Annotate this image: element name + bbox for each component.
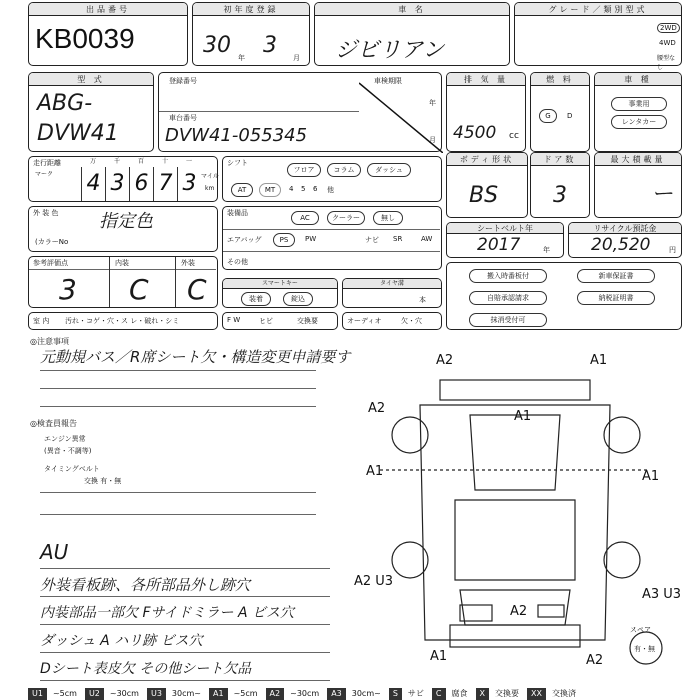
- capacity-box: [594, 152, 682, 218]
- legend-desc: サビ: [407, 689, 424, 698]
- reg-no-label: 登録番号: [169, 77, 197, 85]
- spare-value: 有・無: [634, 645, 655, 653]
- notes-line1: 元動規バス／R席シート欠・構造変更申請要す: [40, 348, 351, 366]
- mark-a2-top: A2: [436, 353, 454, 368]
- int-label: 内装: [115, 259, 129, 267]
- shift-label: シフト: [227, 159, 248, 167]
- grade-score: 3: [59, 273, 77, 306]
- doc-tax: 納税証明書: [577, 291, 655, 305]
- shift-dash: ダッシュ: [367, 163, 411, 177]
- remark-1: AU: [40, 540, 69, 564]
- mark-a1-left: A1: [366, 464, 384, 479]
- equip-ps: PS: [273, 233, 295, 247]
- engine-sub: (異音・不調等): [44, 447, 92, 455]
- legend-code: A3: [327, 688, 346, 700]
- mark-a2u3-left: A2 U3: [354, 574, 394, 589]
- year-unit: 年: [238, 54, 245, 62]
- color-no: (カラーNo: [35, 238, 69, 246]
- legend-desc: ~5cm: [52, 689, 77, 698]
- legend-desc: 30cm~: [351, 689, 381, 698]
- mileage-col-label: 一: [186, 158, 193, 165]
- lot-number: KB0039: [35, 23, 135, 54]
- fuel-g: G: [539, 109, 557, 123]
- mileage-digit-value: 7: [158, 171, 173, 196]
- displacement-label: 排 気 量: [447, 73, 525, 86]
- displacement-unit: cc: [509, 131, 519, 141]
- doc-insurance: 自賠承認請求: [469, 291, 547, 305]
- km-unit: km: [205, 185, 215, 192]
- vehicle-label: 車 種: [595, 73, 681, 86]
- mileage-digit: [81, 158, 105, 201]
- capacity-label: 最大積載量: [595, 153, 681, 166]
- tire-label: タイヤ溝: [343, 279, 441, 289]
- drive-2wd: 2WD: [657, 23, 680, 33]
- seatbelt-value: 2017: [477, 235, 521, 255]
- equip-sr: SR: [393, 235, 403, 243]
- vehicle-box: [594, 72, 682, 152]
- shift-at: AT: [231, 183, 253, 197]
- mileage-digit: [153, 158, 177, 201]
- ext-label: 外装: [181, 259, 195, 267]
- mileage-digit-value: 4: [86, 171, 101, 196]
- doors-box: [530, 152, 590, 218]
- legend-code: A2: [266, 688, 285, 700]
- inspection-year: 年: [429, 99, 436, 107]
- seatbelt-label: シートベルト年: [447, 223, 563, 234]
- reg-box: [158, 72, 442, 152]
- notes-label: ◎注意事項: [30, 337, 69, 346]
- shift-floor: フロア: [287, 163, 321, 177]
- recycle-label: リサイクル預託金: [569, 223, 681, 234]
- fw-box: [222, 312, 338, 330]
- grade-interior: C: [129, 273, 149, 306]
- timing-label: タイミングベルト: [44, 465, 100, 473]
- audio-value: 欠・穴: [401, 317, 422, 325]
- tire-unit: 本: [419, 296, 426, 304]
- mileage-col-label: 百: [138, 158, 145, 165]
- first-reg-year: 30: [203, 33, 231, 58]
- shift-box: [222, 156, 442, 202]
- legend-code: U1: [28, 688, 47, 700]
- legend-code: XX: [527, 688, 546, 700]
- legend-code: A1: [209, 688, 228, 700]
- equipment-box: [222, 206, 442, 270]
- legend-desc: ~30cm: [109, 689, 139, 698]
- smartkey-box: [222, 278, 338, 308]
- doc-cancel: 抹消受付可: [469, 313, 547, 327]
- color-box: [28, 206, 218, 252]
- car-name-label: 車 名: [315, 3, 509, 16]
- first-reg-box: [192, 2, 310, 66]
- inspection-label: 車検期限: [374, 77, 402, 85]
- mark-a1-hood: A1: [514, 409, 532, 424]
- drive-4wd: 4WD: [659, 39, 676, 47]
- seatbelt-unit: 年: [543, 246, 550, 254]
- mileage-col-label: 千: [114, 158, 121, 165]
- mileage-box: [28, 156, 218, 202]
- car-damage-diagram: [350, 340, 690, 670]
- grade-label: グレード／類別型式: [515, 3, 681, 16]
- legend-code: C: [432, 688, 446, 700]
- chassis-number: DVW41-055345: [165, 125, 308, 146]
- equip-none: 無し: [373, 211, 403, 225]
- mileage-digit-value: 3: [110, 171, 125, 196]
- legend-desc: ~5cm: [233, 689, 258, 698]
- docs-box: [446, 262, 682, 330]
- equip-aw: AW: [421, 235, 433, 243]
- mileage-digit-value: 6: [134, 171, 149, 196]
- mark-a2-rear: A2: [510, 604, 528, 619]
- color-value: 指定色: [99, 211, 153, 232]
- legend-desc: 30cm~: [171, 689, 201, 698]
- mark-a1-top: A1: [590, 353, 608, 368]
- mileage-digit: [105, 158, 129, 201]
- doors-value: 3: [553, 183, 567, 208]
- inspector-label: ◎検査員報告: [30, 419, 77, 428]
- lot-box: [28, 2, 188, 66]
- first-reg-month: 3: [263, 33, 277, 58]
- legend-code: X: [476, 688, 489, 700]
- mark-a2-bottom: A2: [586, 653, 604, 668]
- shift-5: 5: [301, 185, 306, 193]
- mark-a1-bottom: A1: [430, 649, 448, 664]
- mark-a1-right: A1: [642, 469, 660, 484]
- legend-code: S: [389, 688, 402, 700]
- lot-label: 出品番号: [29, 3, 187, 16]
- grade-box: [514, 2, 682, 71]
- model-line2: DVW41: [37, 121, 119, 146]
- strike-line: [359, 73, 443, 153]
- shift-mt: MT: [259, 183, 281, 197]
- displacement-value: 4500: [453, 123, 497, 143]
- mark-a2-left: A2: [368, 401, 386, 416]
- engine-label: エンジン異常: [44, 435, 86, 443]
- shift-other: 他: [327, 186, 334, 194]
- mark-a3u3-right: A3 U3: [642, 587, 682, 602]
- equip-pw: PW: [305, 235, 317, 243]
- model-label: 型 式: [29, 73, 153, 86]
- car-name: ジビリアン: [335, 38, 445, 63]
- doors-label: ドア数: [531, 153, 589, 166]
- car-name-box: [314, 2, 510, 66]
- equip-other: その他: [227, 258, 248, 266]
- mileage-label: 走行距離: [33, 159, 61, 167]
- legend-desc: 腐食: [451, 689, 468, 698]
- recycle-box: [568, 222, 682, 258]
- drive-none: 腰型なし: [657, 55, 676, 71]
- body-value: BS: [469, 183, 499, 208]
- smartkey-locked: 錠込: [283, 292, 313, 306]
- airbag-label: エアバッグ: [227, 236, 262, 244]
- fuel-d: D: [567, 112, 573, 120]
- shift-4: 4: [289, 185, 294, 193]
- legend-code: U3: [147, 688, 166, 700]
- damage-legend: [28, 688, 692, 700]
- equip-cooler: クーラー: [327, 211, 365, 225]
- seatbelt-box: [446, 222, 564, 258]
- equip-ac: AC: [291, 211, 319, 225]
- chassis-label: 車台番号: [169, 114, 197, 122]
- audio-box: [342, 312, 442, 330]
- first-reg-label: 初年度登録: [193, 3, 309, 16]
- fuel-label: 燃 料: [531, 73, 589, 86]
- interior-value: 汚れ・コゲ・穴・ス レ・破れ・シミ: [65, 317, 180, 325]
- grades-label: 参考評価点: [33, 259, 68, 267]
- mileage-digit-value: 3: [182, 171, 197, 196]
- capacity-value: ー: [651, 182, 674, 207]
- displacement-box: [446, 72, 526, 152]
- doc-plate: 搬入時番板付: [469, 269, 547, 283]
- month-unit: 月: [293, 54, 300, 62]
- shift-6: 6: [313, 185, 318, 193]
- remark-3: 内装部品一部欠 Fサイドミラー A ビス穴: [40, 605, 294, 621]
- vehicle-business: 事業用: [611, 97, 667, 111]
- recycle-unit: 円: [669, 246, 676, 254]
- grade-exterior: C: [187, 273, 207, 306]
- tire-box: [342, 278, 442, 308]
- legend-desc: 交換要: [494, 689, 519, 698]
- grades-box: [28, 256, 218, 308]
- inspection-month: 月: [429, 136, 436, 144]
- mileage-col-label: 十: [162, 158, 169, 165]
- smartkey-label: スマートキー: [223, 279, 337, 289]
- body-label: ボディ形状: [447, 153, 527, 166]
- fuel-box: [530, 72, 590, 152]
- mile-unit: マイル: [201, 173, 219, 180]
- timing-sub: 交換 有・無: [84, 477, 122, 485]
- mileage-col-label: 万: [90, 158, 97, 165]
- fw-label: F W: [227, 316, 241, 324]
- remark-2: 外装看板跡、各所部品外し跡穴: [40, 576, 251, 594]
- interior-label: 室 内: [33, 317, 50, 325]
- remark-4: ダッシュ A ハリ跡 ビス穴: [40, 633, 203, 649]
- body-box: [446, 152, 528, 218]
- legend-desc: ~30cm: [290, 689, 320, 698]
- fw-value: ヒビ: [259, 317, 273, 325]
- model-line1: ABG-: [37, 91, 93, 116]
- mileage-mark: マーク: [35, 171, 54, 178]
- remark-5: Dシート表皮欠 その他シート欠品: [40, 661, 252, 677]
- equipment-label: 装備品: [227, 209, 248, 217]
- color-label: 外 装 色: [33, 209, 59, 217]
- recycle-value: 20,520: [591, 235, 651, 255]
- doc-warranty: 新車保証書: [577, 269, 655, 283]
- equip-navi: ナビ: [365, 236, 379, 244]
- fw-extra: 交換要: [297, 317, 318, 325]
- mileage-digit: [129, 158, 153, 201]
- legend-desc: 交換済: [551, 689, 576, 698]
- interior-box: [28, 312, 218, 330]
- spare-label: スペア: [630, 626, 651, 634]
- legend-code: U2: [85, 688, 104, 700]
- audio-label: オーディオ: [347, 317, 382, 325]
- vehicle-rental: レンタカー: [611, 115, 667, 129]
- smartkey-fitted: 装着: [241, 292, 271, 306]
- mileage-digit: [177, 158, 201, 201]
- shift-column: コラム: [327, 163, 361, 177]
- model-box: [28, 72, 154, 152]
